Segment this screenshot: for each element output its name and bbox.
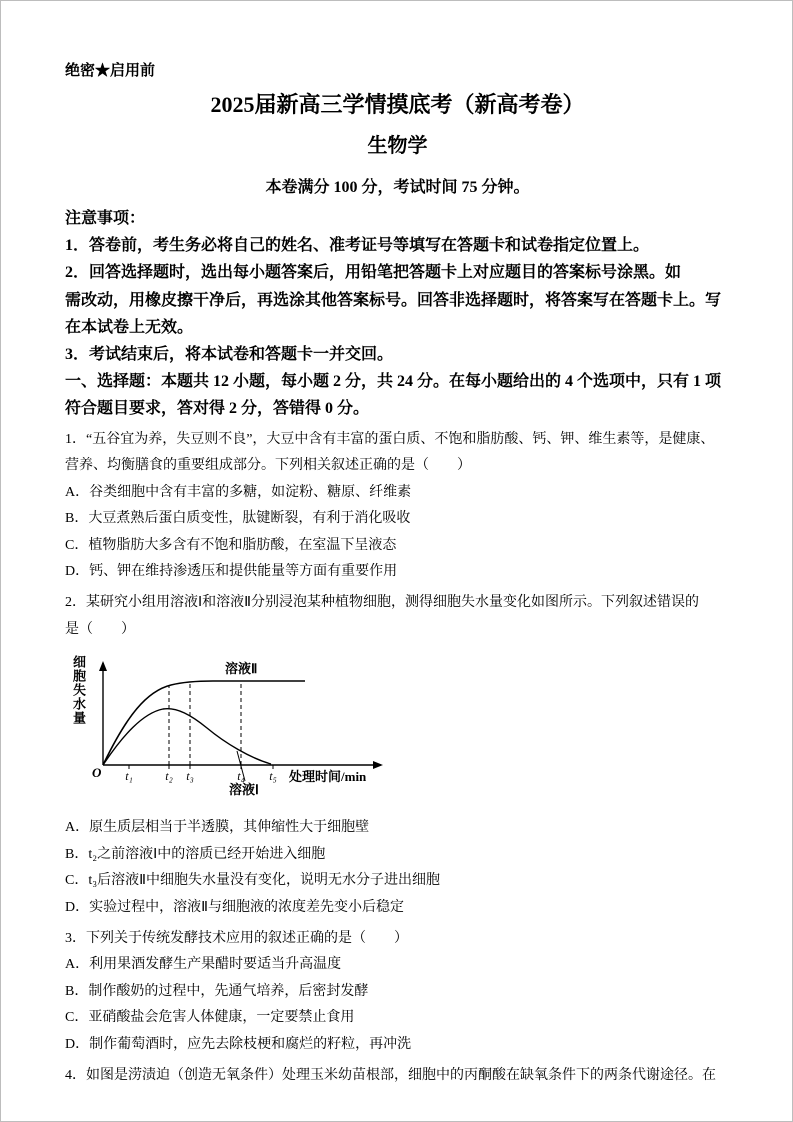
q4-stem-line1: 4．如图是涝渍迫（创造无氧条件）处理玉米幼苗根部，细胞中的丙酮酸在缺氧条件下的两条代谢途径。在 [65,1067,716,1083]
q2-figure-plot [65,653,445,805]
x-axis-label: 处理时间/min [289,769,367,785]
q3-stem-line1: 3．下列关于传统发酵技术应用的叙述正确的是（ ） [65,930,408,946]
section-header-line2: 符合题目要求，答对得 2 分，答错得 0 分。 [65,400,370,418]
q1-stem-line1: 1．“五谷宜为养，失豆则不良”，大豆中含有丰富的蛋白质、不饱和脂肪酸、钙、钾、维生素等，是健康、 [65,431,715,447]
question-1 [65,427,730,587]
question-3 [65,926,730,1059]
q2-stem-line1: 2．某研究小组用溶液Ⅰ和溶液Ⅱ分别浸泡某种植物细胞，测得细胞失水量变化如图所示。下列叙述错误的 [65,595,700,611]
notice-line: 3．考试结束后，将本试卷和答题卡一并交回。 [65,345,394,363]
q2-option-a: A．原生质层相当于半透膜，其伸缩性大于细胞壁 [65,820,370,836]
q2-option-c: C．t₃后溶液Ⅱ中细胞失水量没有变化，说明无水分子进出细胞 [65,873,440,889]
q1-option-d: D．钙、钾在维持渗透压和提供能量等方面有重要作用 [65,564,398,580]
q1-stem-line2: 营养、均衡膳食的重要组成部分。下列相关叙述正确的是（ ） [65,458,471,474]
secrecy-label: 绝密★启用前 [65,63,156,79]
q1-option-c: C．植物脂肪大多含有不饱和脂肪酸，在室温下呈液态 [65,537,397,553]
q3-option-a: A．利用果酒发酵生产果醋时要适当升高温度 [65,957,342,973]
question-4 [65,1063,730,1090]
tick-t2: t₂ [165,769,173,784]
q1-option-b: B．大豆煮熟后蛋白质变性，肽键断裂，有利于消化吸收 [65,511,411,527]
solution-1-label: 溶液Ⅰ [229,782,259,798]
exam-meta: 本卷满分 100 分，考试时间 75 分钟。 [265,179,530,196]
solution-2-curve [103,681,305,765]
question-2 [65,590,730,922]
notice-heading: 注意事项： [65,210,146,227]
q3-option-d: D．制作葡萄酒时，应先去除枝梗和腐烂的籽粒，再冲洗 [65,1037,412,1052]
notice-line: 1．答卷前，考生务必将自己的姓名、准考证号等填写在答题卡和试卷指定位置上。 [65,237,650,255]
tick-t1: t₁ [125,769,133,784]
notice-line: 需改动，用橡皮擦干净后，再选涂其他答案标号。回答非选择题时，将答案写在答题卡上。写 [65,291,722,309]
origin-label: O [92,765,102,781]
notice-line: 2．回答选择题时，选出每小题答案后，用铅笔把答题卡上对应题目的答案标号涂黑。如 [65,264,682,282]
q2-stem-line2: 是（ ） [65,621,135,637]
solution-1-curve [103,709,271,765]
q2-option-b: B．t₂之前溶液Ⅰ中的溶质已经开始进入细胞 [65,846,326,862]
q1-option-a: A．谷类细胞中含有丰富的多糖，如淀粉、糖原、纤维素 [65,484,412,500]
notice-line: 在本试卷上无效。 [65,318,194,336]
x-axis-arrow-icon [373,761,383,769]
tick-t3: t₃ [186,769,194,784]
subject-title: 生物学 [367,135,428,157]
q2-figure [65,653,445,805]
tick-t4: t₄ [237,769,245,784]
q3-option-c: C．亚硝酸盐会危害人体健康，一定要禁止食用 [65,1010,355,1026]
q2-option-d: D．实验过程中，溶液Ⅱ与细胞液的浓度差先变小后稳定 [65,900,404,916]
y-axis-arrow-icon [99,661,107,671]
q2-figure-ylabel: 细胞失水量 [71,655,86,726]
exam-title: 2025届新高三学情摸底考（新高考卷） [210,92,585,117]
solution-2-label: 溶液Ⅱ [225,661,258,677]
tick-t5: t₅ [269,769,277,784]
section-header-line1: 一、选择题：本题共 12 小题，每小题 2 分，共 24 分。在每小题给出的 4 个选项中，只有 1 项 [65,373,722,391]
q3-option-b: B．制作酸奶的过程中，先通气培养，后密封发酵 [65,983,369,999]
